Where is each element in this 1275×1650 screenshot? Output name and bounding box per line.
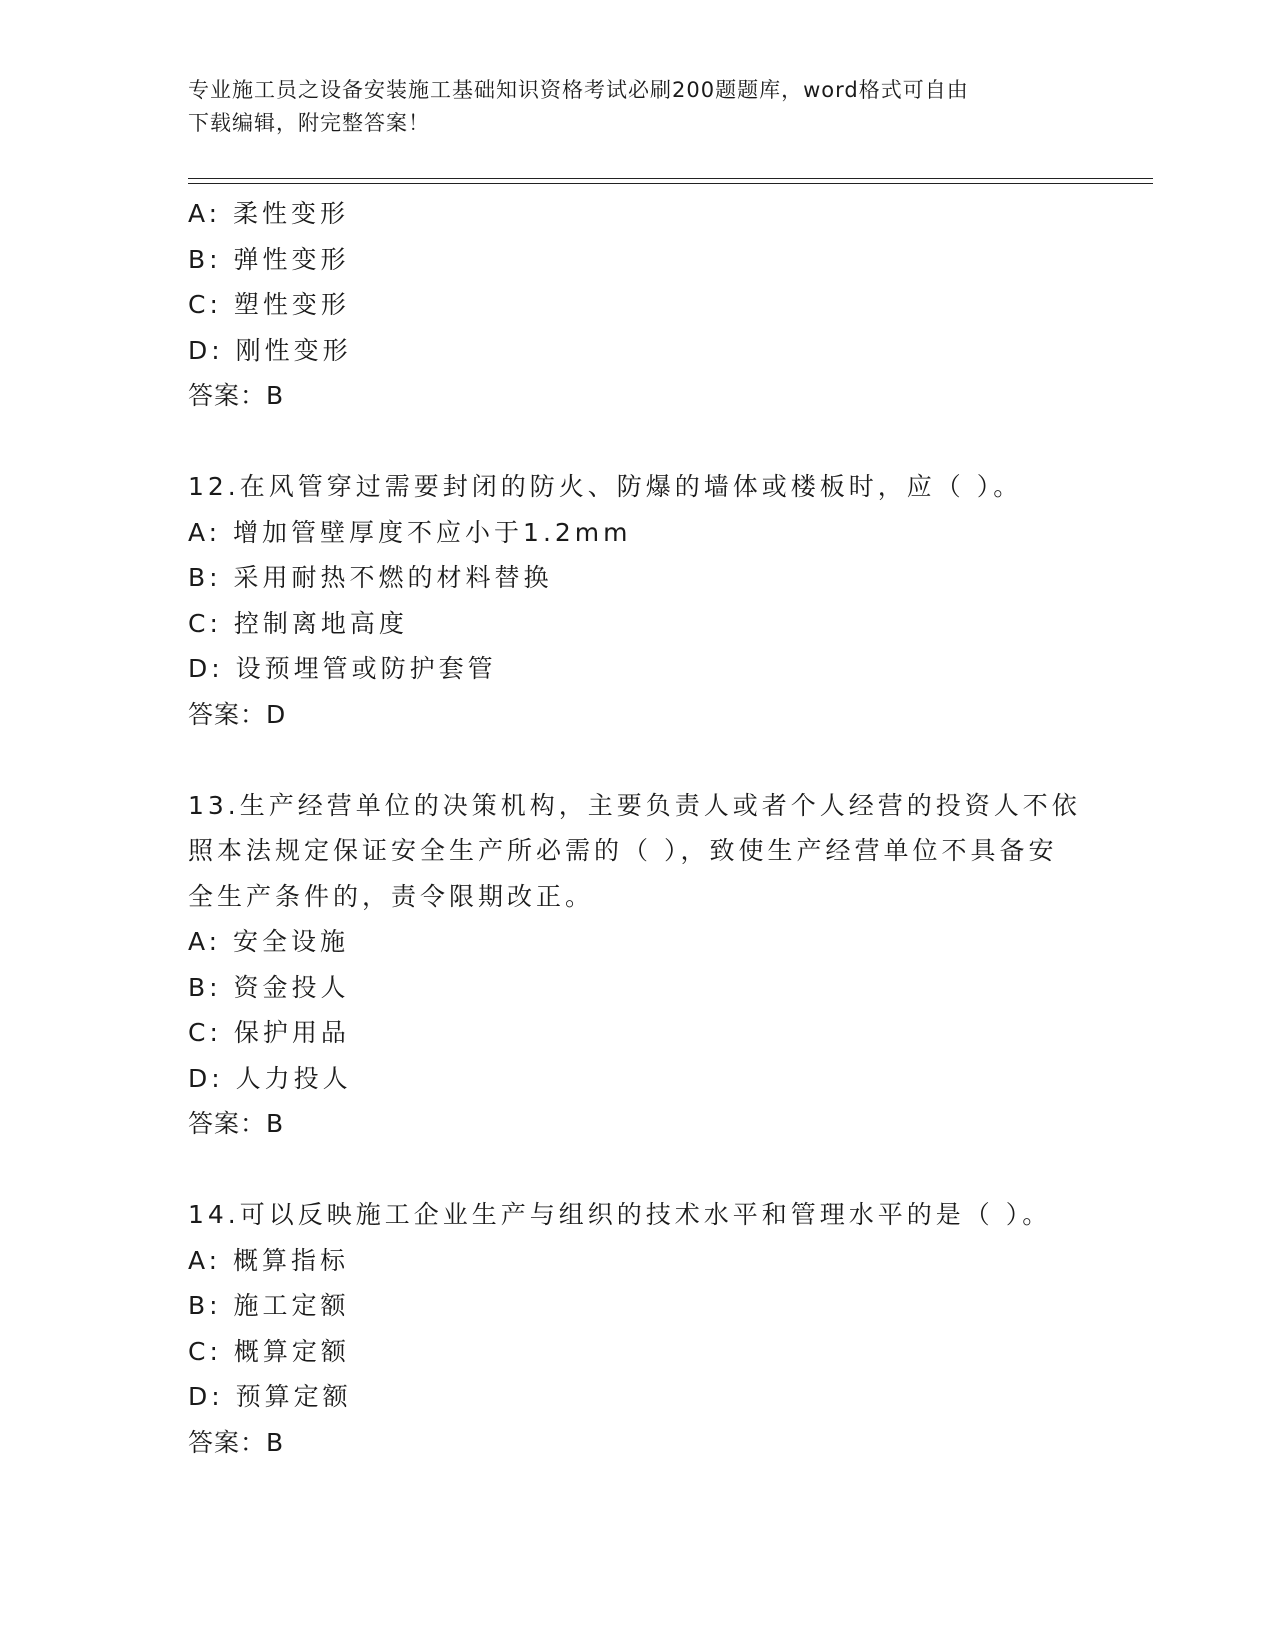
question-stem-line-1: 13.生产经营单位的决策机构，主要负责人或者个人经营的投资人不依 bbox=[188, 790, 1081, 820]
spacer bbox=[188, 1147, 1088, 1193]
option-a: A: 柔性变形 bbox=[188, 199, 350, 228]
option-b: B: 采用耐热不燃的材料替换 bbox=[188, 563, 553, 592]
question-stem: 14.可以反映施工企业生产与组织的技术水平和管理水平的是（ ）。 bbox=[188, 1200, 1052, 1229]
option-c: C: 塑性变形 bbox=[188, 290, 350, 319]
option-c: C: 保护用品 bbox=[188, 1018, 350, 1047]
option-d: D: 人力投人 bbox=[188, 1063, 352, 1093]
header-rule-top bbox=[188, 178, 1153, 179]
question-11 bbox=[188, 191, 1088, 419]
question-13 bbox=[188, 783, 1088, 1147]
answer-line: 答案：B bbox=[188, 1427, 285, 1457]
option-a: A: 安全设施 bbox=[188, 927, 350, 956]
option-d: D: 预算定额 bbox=[188, 1382, 352, 1411]
question-stem-line-3: 全生产条件的，责令限期改正。 bbox=[188, 881, 595, 911]
answer-line: 答案：B bbox=[188, 381, 285, 410]
option-a: A: 增加管壁厚度不应小于1.2mm bbox=[188, 517, 632, 547]
option-a: A: 概算指标 bbox=[188, 1245, 350, 1275]
option-c: C: 控制离地高度 bbox=[188, 608, 408, 638]
document-header bbox=[188, 74, 1088, 140]
header-line-1: 专业施工员之设备安装施工基础知识资格考试必刷200题题库，word格式可自由 bbox=[188, 78, 969, 102]
question-stem: 12.在风管穿过需要封闭的防火、防爆的墙体或楼板时，应（ ）。 bbox=[188, 472, 1023, 501]
option-d: D: 刚性变形 bbox=[188, 335, 352, 365]
header-rule-bottom bbox=[188, 183, 1153, 184]
option-b: B: 弹性变形 bbox=[188, 244, 350, 274]
question-14 bbox=[188, 1192, 1088, 1465]
spacer bbox=[188, 737, 1088, 783]
answer-line: 答案：B bbox=[188, 1109, 285, 1138]
option-b: B: 施工定额 bbox=[188, 1291, 350, 1320]
question-list bbox=[188, 191, 1088, 1465]
option-c: C: 概算定额 bbox=[188, 1336, 350, 1366]
header-line-2: 下载编辑，附完整答案！ bbox=[188, 111, 430, 135]
question-12 bbox=[188, 464, 1088, 737]
option-b: B: 资金投人 bbox=[188, 972, 350, 1002]
option-d: D: 设预埋管或防护套管 bbox=[188, 654, 497, 683]
question-stem-line-2: 照本法规定保证安全生产所必需的（ ），致使生产经营单位不具备安 bbox=[188, 836, 1058, 865]
spacer bbox=[188, 419, 1088, 465]
answer-line: 答案：D bbox=[188, 699, 287, 729]
